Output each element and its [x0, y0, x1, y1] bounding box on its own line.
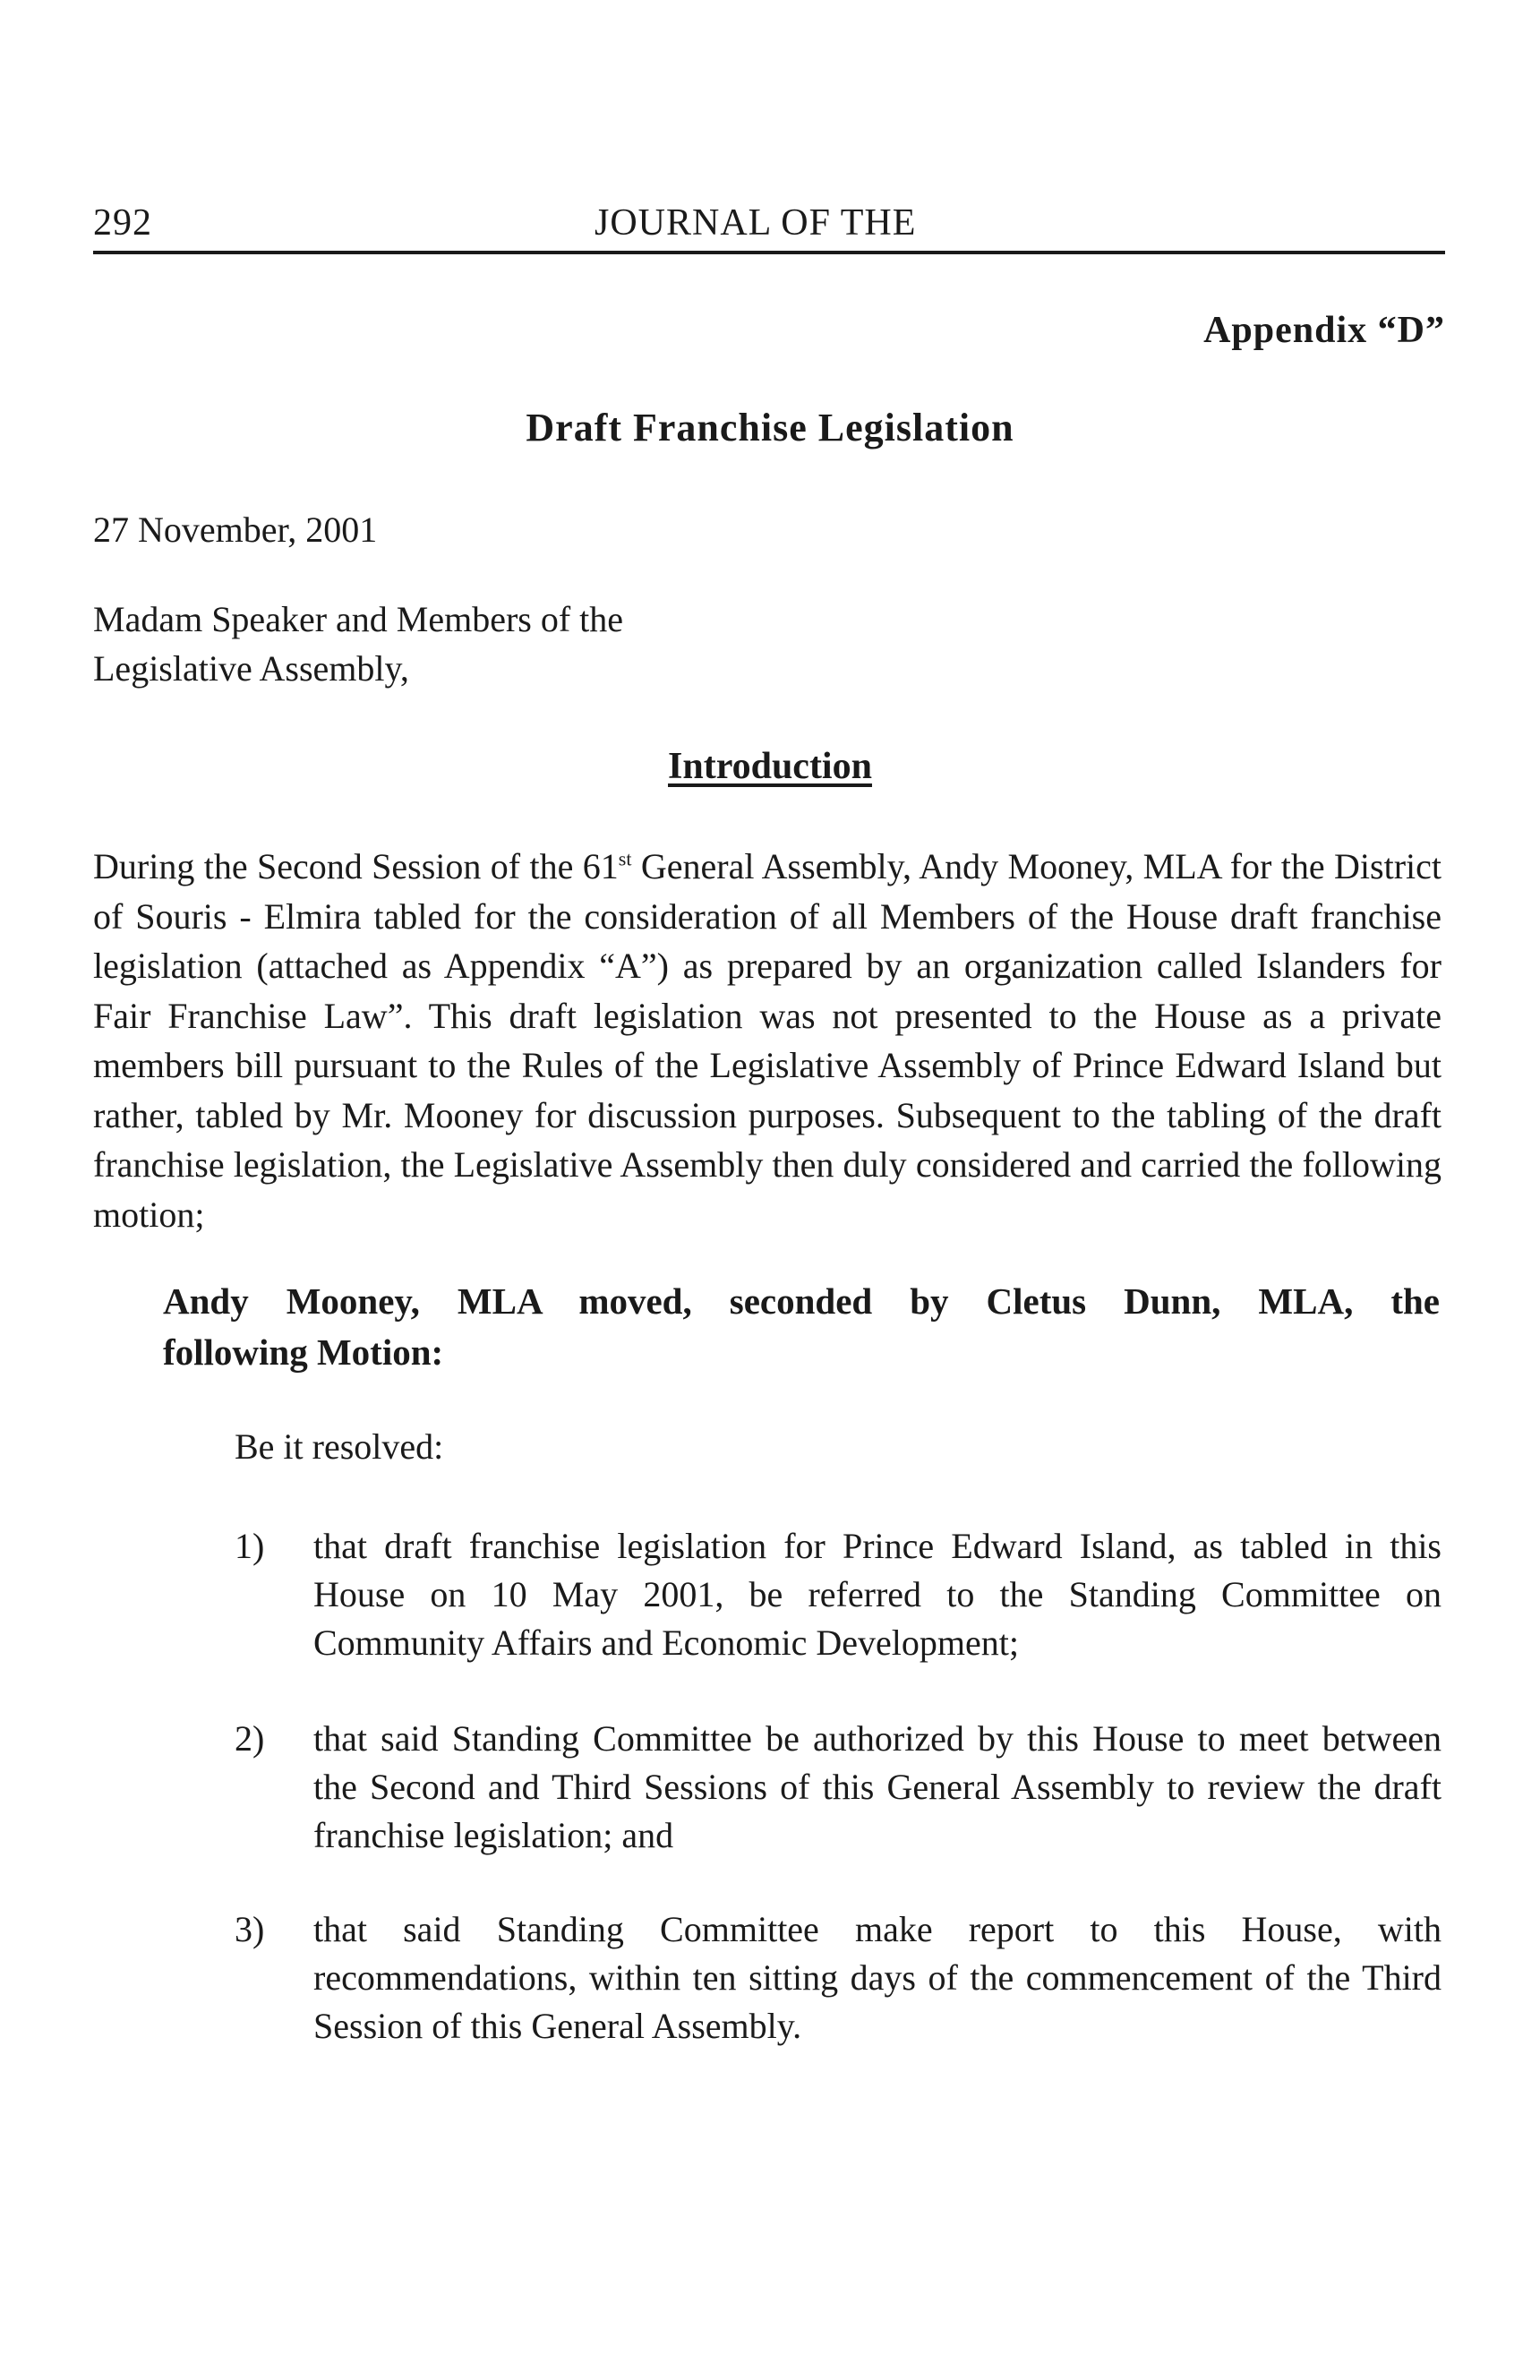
appendix-label: Appendix “D”	[1203, 310, 1445, 351]
salutation-line-2: Legislative Assembly,	[93, 648, 409, 689]
clause-text: that said Standing Committee make report to this House, with recommendations, within ten sitting days of the commencement of the Third Session of this General Assembly.	[313, 1909, 1442, 2046]
resolved-intro: Be it resolved:	[235, 1426, 444, 1467]
page-number: 292	[93, 202, 152, 244]
clause-text: that draft franchise legislation for Prince Edward Island, as tabled in this House on 10 May 2001, be referred to the Standing Committee on Community Affairs and Economic Development;	[313, 1526, 1442, 1663]
section-heading-introduction: Introduction	[668, 746, 872, 787]
salutation-line-1: Madam Speaker and Members of the	[93, 599, 624, 639]
intro-text-start: During the Second Session of the 61	[93, 846, 619, 886]
motion-heading-line-2: following Motion:	[163, 1331, 444, 1373]
clause-number: 1)	[235, 1526, 265, 1566]
running-header	[93, 195, 1445, 254]
clause-number: 2)	[235, 1718, 265, 1759]
document-title: Draft Franchise Legislation	[526, 406, 1014, 449]
clause-number: 3)	[235, 1909, 265, 1949]
journal-title: JOURNAL OF THE	[595, 202, 917, 244]
date-line: 27 November, 2001	[93, 509, 378, 550]
ordinal-suffix: st	[618, 847, 632, 870]
intro-text-rest: General Assembly, Andy Mooney, MLA for the District of Souris - Elmira tabled for the consideration of all Members of the House draft franchise legislation (attached as Appendix “A”) as prepared by an organization called Islanders for Fair Franchise Law”. This draft legislation was not presented to the House as a private members bill pursuant to the Rules of the Legislative Assembly of Prince Edward Island but rather, tabled by Mr. Mooney for discussion purposes. Subsequent to the tabling of the draft franchise legislation, the Legislative Assembly then duly considered and carried the following motion;	[93, 846, 1442, 1235]
motion-heading-line-1: Andy Mooney, MLA moved, seconded by Cletus Dunn, MLA, the	[163, 1280, 1440, 1322]
motion-heading	[163, 1276, 1440, 1378]
salutation	[93, 595, 623, 693]
introduction-paragraph	[93, 842, 1442, 1239]
clause-text: that said Standing Committee be authorized by this House to meet between the Second and Third Sessions of this General Assembly to review the draft franchise legislation; and	[313, 1718, 1442, 1855]
